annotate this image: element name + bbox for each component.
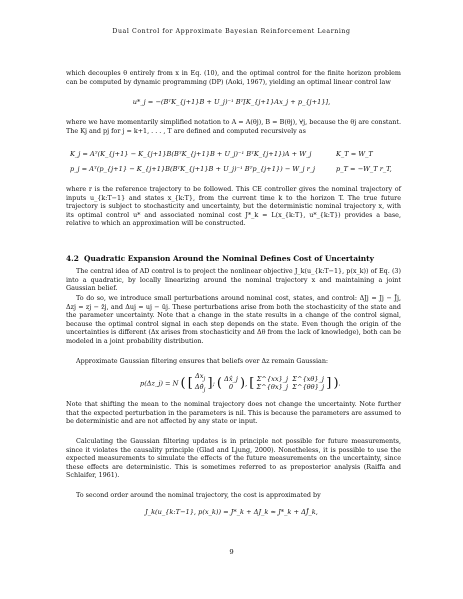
paragraph-ad-idea: The central idea of AD control is to project the nonlinear objective J_k(u_{k:T−1}, p(x_k)) of Eq. (3) into a quadratic, by locally linearizing around the nominal trajectory x and maintaining a joint Gaussian belief. <box>66 267 401 293</box>
paragraph-second-order: To second order around the nominal trajectory, the cost is approximated by <box>76 491 321 499</box>
paragraph-notation: where we have momentarily simplified notation to A = A(θj), B = B(θj), ∀j, because the θj are constant. The Kj and pj for j = k+1, . . . , T are defined and computed recursively as <box>66 118 401 135</box>
equation-cost-expansion: J_k(u_{k:T−1}, p(x_k)) = J*_k + ΔJ_k ≈ J*_k + ΔĴ_k, <box>145 508 318 516</box>
section-number: 4.2 <box>66 254 79 263</box>
paragraph-gaussian-filtering: Approximate Gaussian filtering ensures that beliefs over Δz remain Gaussian: <box>76 357 329 365</box>
page-number: 9 <box>229 548 234 556</box>
covariance-matrix: Σ^{xx}_j Σ^{xθ}_j Σ^{θx}_j Σ^{θθ}_j <box>256 375 325 392</box>
mean-vector: Δx̂_j 0 <box>224 375 238 392</box>
equation-k-recursion: K_j = Aᵀ(K_{j+1} − K_{j+1}B(BᵀK_{j+1}B + U_j)⁻¹ BᵀK_{j+1})A + W_j <box>70 150 312 158</box>
paragraph-ce-controller: where r is the reference trajectory to be followed. This CE controller gives the nominal trajectory of inputs u_{k:T−1} and states x_{k:T}, from the current time k to the horizon T. The true future trajectory is subject to stochasticity and uncertainty, but the deterministic nominal trajectory x, with its optimal control u* and associated nominal cost J*_k = L(x_{k:T}, u*_{k:T}) provides a base, relative to which an approximation will be constructed. <box>66 185 401 228</box>
equation-p-recursion: p_j = Aᵀ(p_{j+1} − K_{j+1}B(BᵀK_{j+1}B + U_j)⁻¹ Bᵀp_{j+1}) − W_j r_j <box>70 165 316 173</box>
running-head: Dual Control for Approximate Bayesian Reinforcement Learning <box>112 28 351 35</box>
paragraph-dp-intro: which decouples θ entirely from x in Eq. (10), and the optimal control for the finite horizon problem can be computed by dynamic programming (DP) (Aoki, 1967), yielding an optimal linear control law <box>66 69 401 86</box>
section-title: Quadratic Expansion Around the Nominal Defines Cost of Uncertainty <box>84 254 374 263</box>
paragraph-mean-shift: Note that shifting the mean to the nominal trajectory does not change the uncertainty. Note further that the expected perturbation in the parameters is nil. This is because the parameters are assumed to be deterministic and are not affected by any state or input. <box>66 400 401 426</box>
delta-vector: $\Delta x_j$ $\Delta\thetâ_j$ <box>194 372 206 394</box>
section-heading <box>66 254 401 263</box>
equation-p-terminal: p_T = −W_T r_T, <box>336 165 392 173</box>
gaussian-lhs: p(Δz_j) = N <box>140 379 179 388</box>
paragraph-preposterior: Calculating the Gaussian filtering updates is in principle not possible for future measurements, since it violates the causality principle (Glad and Ljung, 2000). Nonetheless, it is possible to use the expected measurements to simulate the effects of the future measurements on the uncertainty, since these effects are deterministic. This is sometimes referred to as preposterior analysis (Raiffa and Schlaifer, 1961). <box>66 437 401 480</box>
equation-gaussian-belief: p(Δz_j) = N ( [ $\Delta x_j$ $\Delta\thetâ_j$ ]; ( Δx̂_j 0 ), [ Σ^{xx}_j Σ^{xθ}_j Σ^{θx}_j Σ^{θθ}_j ] ). <box>140 372 341 394</box>
equation-control-law: u*_j = −(BᵀK_{j+1}B + U_j)⁻¹ Bᵀ[K_{j+1}Ax_j + p_{j+1}], <box>132 98 331 106</box>
paragraph-perturbations: To do so, we introduce small perturbations around nominal cost, states, and control: ΔJj = Jj − J̄j, Δzj = zj − z̄j, and Δuj = uj − ūj. These perturbations arise from both the stochasticity of the state and the parameter uncertainty. Note that a change in the state results in a change of the control signal, because the optimal control signal in each step depends on the state. Even though the origin of the uncertainties is different (Δx arises from stochasticity and Δθ from the lack of knowledge), both can be modeled in a joint probability distribution. <box>66 294 401 345</box>
equation-k-terminal: K_T = W_T <box>336 150 373 158</box>
